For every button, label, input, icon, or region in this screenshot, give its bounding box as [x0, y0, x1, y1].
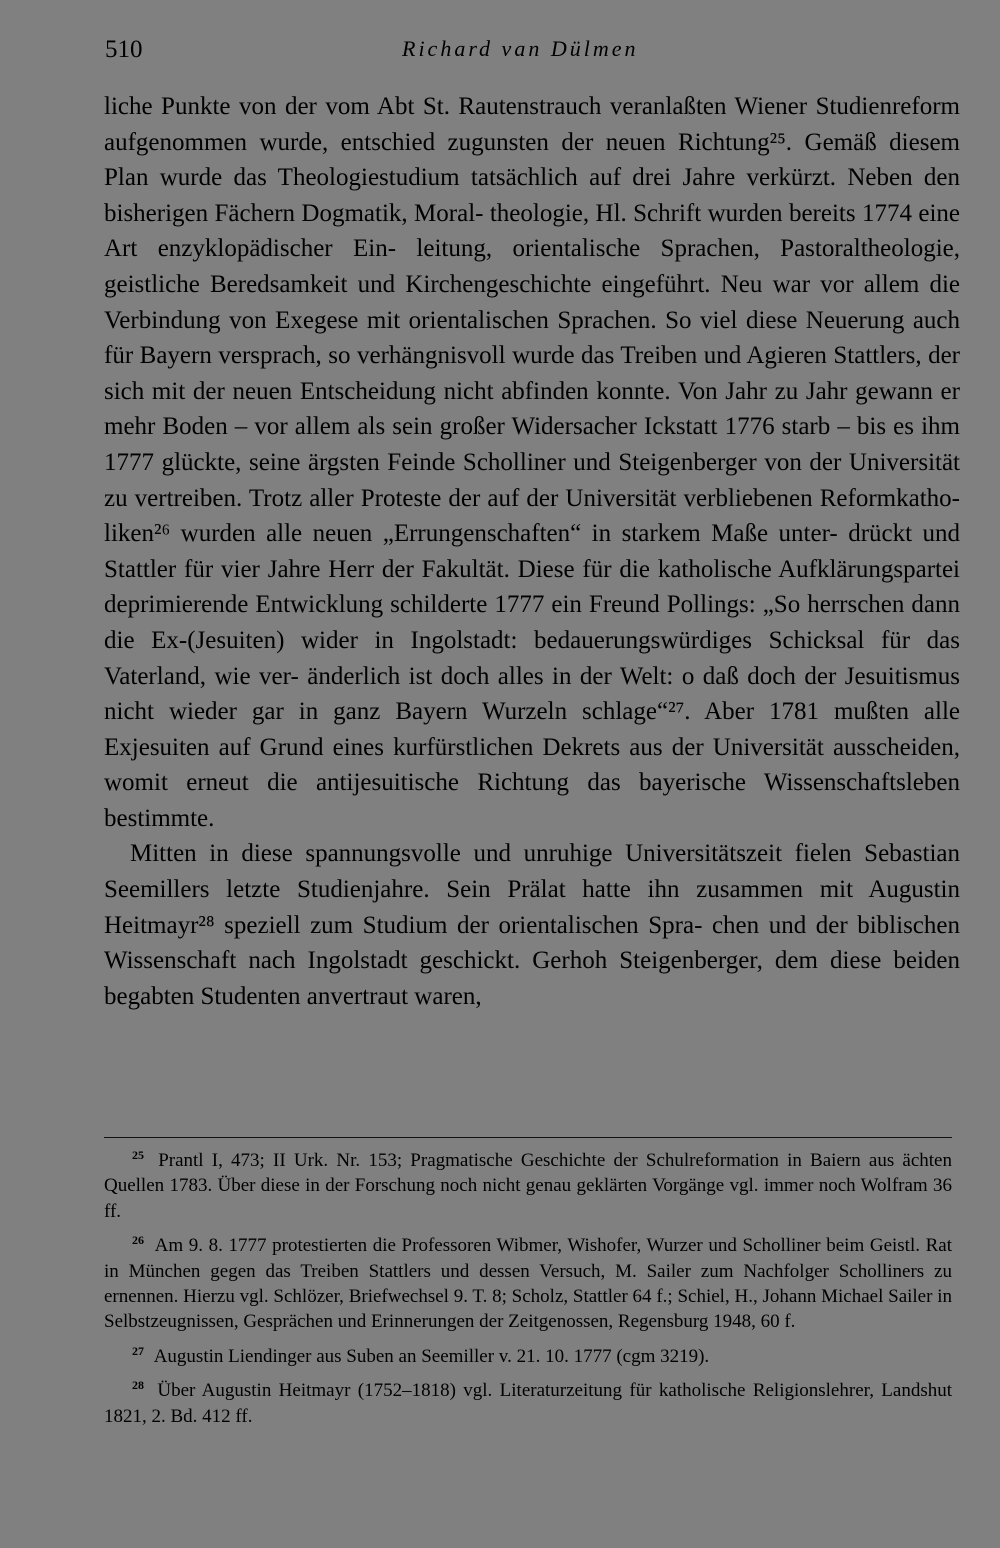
- main-text: [104, 89, 960, 1014]
- footnote-line: Am 9. 8. 1777 protestierten die Professoren Wibmer, Wishofer, Wurzer und: [154, 1235, 737, 1257]
- text-line: Bayern versprach, so verhängnisvoll wurde das Treiben und Agieren: [139, 342, 827, 370]
- text-line: Exegese mit orientalischen Sprachen. So viel diese Neuerung auch für: [104, 306, 961, 370]
- text-line: Von Jahr zu Jahr gewann er mehr Boden – vor allem als sein großer: [104, 377, 960, 441]
- footnote-line: Selbstzeugnissen, Gesprächen und Erinnerungen der Zeitgenossen, Regensburg 1948,: [104, 1311, 756, 1333]
- text-line: liken²⁶ wurden alle neuen „Errungenschaften“ in starkem Maße unter-: [104, 520, 838, 548]
- footnotes: [104, 1143, 952, 1429]
- text-line: Mitten in diese spannungsvolle und unruhige Universitätszeit fielen: [130, 840, 852, 868]
- footnote-line: Prantl I, 473; II Urk. Nr. 153; Pragmatische Geschichte der Schulreformation: [158, 1150, 779, 1171]
- text-line: Richtung²⁵. Gemäß diesem Plan wurde das Theologiestudium tatsächlich: [104, 128, 960, 192]
- paragraph-2: [104, 836, 960, 1014]
- footnote-number: 28: [132, 1378, 144, 1393]
- footnote-line: Scholliner beim Geistl. Rat in München gegen das Treiben Stattlers und dessen: [104, 1235, 953, 1282]
- footnote-number: 27: [132, 1343, 144, 1358]
- footnote-line: in Baiern aus ächten Quellen 1783. Über diese in der Forschung noch nicht genau: [104, 1150, 952, 1197]
- footnote-separator: [104, 1137, 952, 1138]
- text-line: änderlich ist doch alles in der Welt: o daß doch der Jesuitismus nicht: [104, 662, 961, 726]
- text-line: auf drei Jahre verkürzt. Neben den bisherigen Fächern Dogmatik, Moral-: [104, 164, 960, 227]
- text-line: Studienreform aufgenommen wurde, entschied zugunsten der neuen: [104, 93, 960, 156]
- text-line: Stattlers, der sich mit der neuen Entscheidung nicht abfinden konnte.: [104, 342, 960, 405]
- footnote-line: Über Augustin Heitmayr (1752–1818) vgl. Literaturzeitung für katholische: [157, 1380, 746, 1402]
- page-number: 510: [105, 36, 143, 63]
- text-line: und Kirchengeschichte eingeführt. Neu war vor allem die Verbindung von: [104, 270, 961, 334]
- footnote-line: geklärten Vorgänge vgl. immer noch Wolfram 36 ff.: [104, 1175, 952, 1222]
- footnote-line: Religionslehrer, Landshut 1821, 2. Bd. 412 ff.: [104, 1380, 953, 1427]
- footnote-28: [104, 1373, 952, 1429]
- footnote-25: [104, 1143, 952, 1224]
- text-line: ausscheiden, womit erneut die antijesuitische Richtung das bayerische: [104, 733, 960, 797]
- text-line: katholische Aufklärungspartei deprimierende Entwicklung schilderte: [104, 555, 961, 619]
- text-line: theologie, Hl. Schrift wurden bereits 1774 eine Art enzyklopädischer Ein-: [104, 199, 960, 263]
- text-line: in Ingolstadt: bedauerungswürdiges Schicksal für das Vaterland, wie ver-: [104, 626, 960, 690]
- footnote-27: [104, 1339, 952, 1369]
- text-line: leitung, orientalische Sprachen, Pastoraltheologie, geistliche Beredsamkeit: [104, 235, 961, 298]
- footnote-number: 26: [132, 1233, 144, 1248]
- footnote-number: 25: [132, 1148, 144, 1162]
- footnote-line: Versuch, M. Sailer zum Nachfolger Scholliners zu ernennen. Hierzu vgl. Schlözer,: [104, 1260, 952, 1308]
- running-head: [105, 36, 960, 68]
- text-line: Sebastian Seemillers letzte Studienjahre. Sein Prälat hatte ihn zusammen: [104, 840, 960, 904]
- text-line: Trotz aller Proteste der auf der Universität verbliebenen Reformkatho-: [248, 484, 960, 512]
- running-title: Richard van Dülmen: [402, 36, 639, 61]
- text-line: Widersacher Ickstatt 1776 starb – bis es ihm 1777 glückte, seine ärgsten: [104, 413, 960, 476]
- footnote-line: Briefwechsel 9. T. 8; Scholz, Stattler 64 f.; Schiel, H., Johann Michael Sailer in: [348, 1286, 953, 1308]
- text-line: wieder gar in ganz Bayern Wurzeln schlage“²⁷. Aber 1781 mußten alle: [168, 698, 960, 726]
- text-line: Feinde Scholliner und Steigenberger von der Universität zu vertreiben.: [104, 448, 960, 512]
- text-line: 1777 ein Freund Pollings: „So herrschen dann die Ex-(Jesuiten) wider: [104, 591, 960, 654]
- text-line: Steigenberger, dem diese beiden begabten Studenten anvertraut waren,: [104, 947, 961, 1010]
- text-line: drückt und Stattler für vier Jahre Herr der Fakultät. Diese für die: [104, 520, 961, 583]
- text-line: chen und der biblischen Wissenschaft nach Ingolstadt geschickt. Gerhoh: [104, 911, 960, 975]
- footnote-26: [104, 1228, 952, 1335]
- text-line: mit Augustin Heitmayr²⁸ speziell zum Studium der orientalischen Spra-: [104, 876, 960, 939]
- text-line: Wissenschaftsleben bestimmte.: [104, 769, 960, 832]
- footnote-line: Augustin Liendinger aus Suben an Seemiller v. 21. 10. 1777 (cgm 3219).: [153, 1345, 710, 1367]
- footnote-line: 60 f.: [760, 1311, 796, 1333]
- paragraph-1: [104, 89, 960, 836]
- text-line: liche Punkte von der vom Abt St. Rautenstrauch veranlaßten Wiener: [104, 93, 808, 120]
- text-line: Exjesuiten auf Grund eines kurfürstlichen Dekrets aus der Universität: [104, 733, 824, 761]
